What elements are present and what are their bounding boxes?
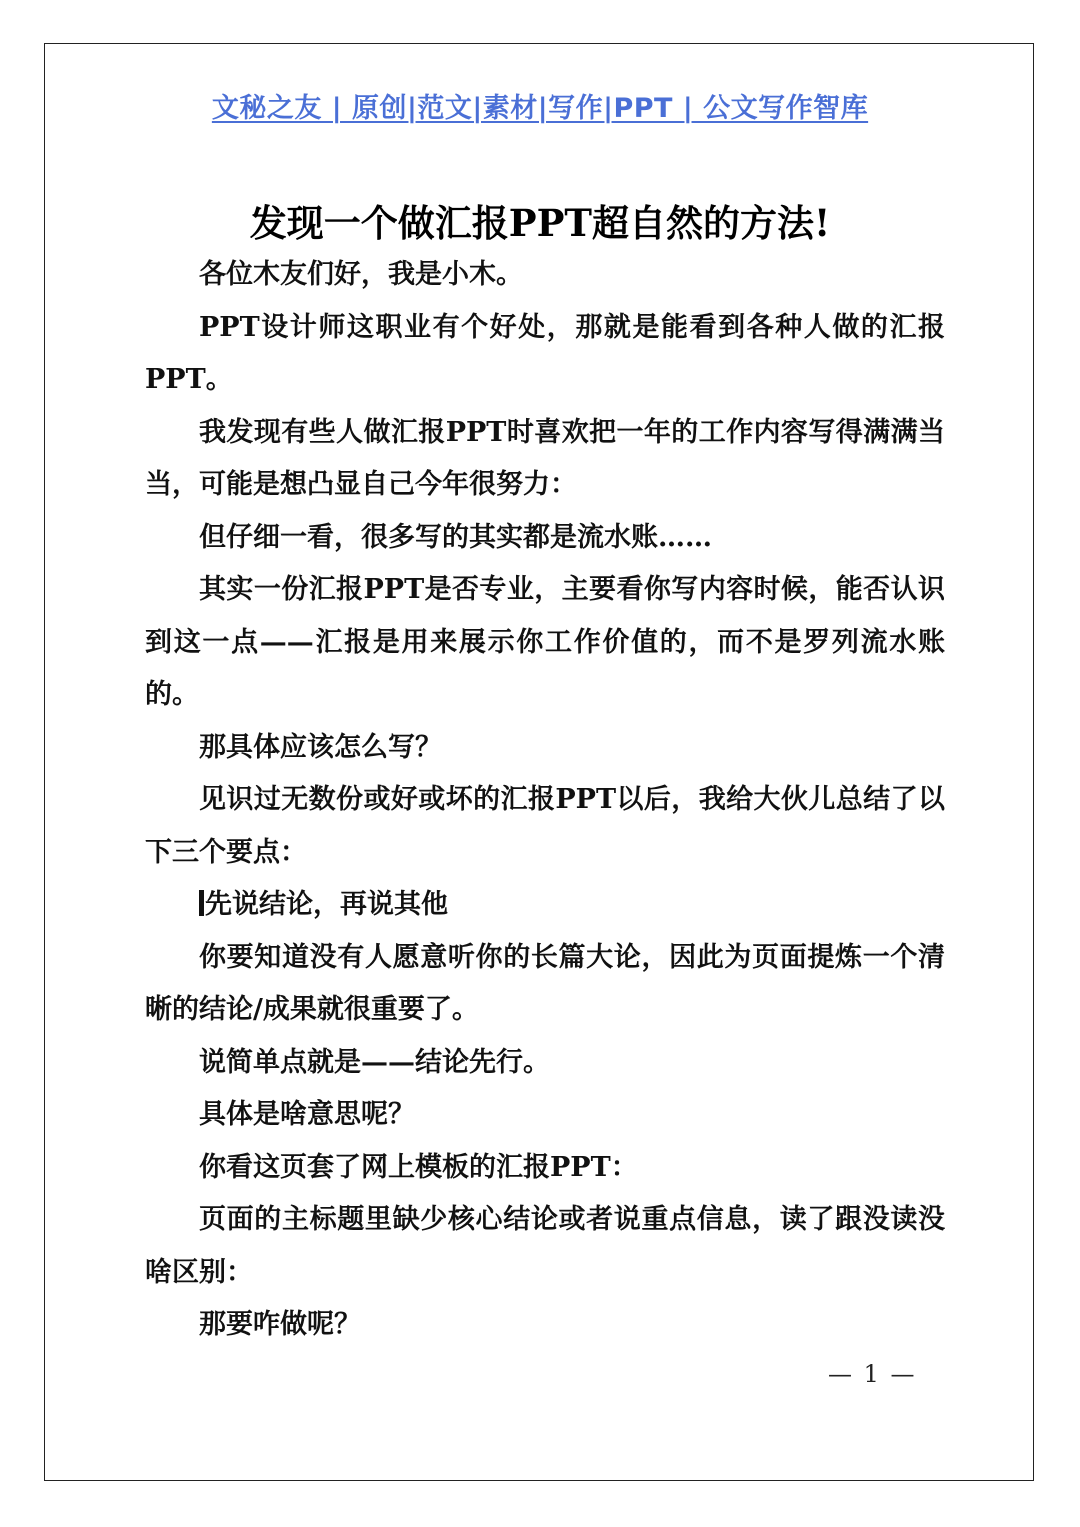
paragraph: 你要知道没有人愿意听你的长篇大论，因此为页面提炼一个清晰的结论/成果就很重要了。 bbox=[145, 941, 945, 1025]
paragraph: PPT设计师这职业有个好处，那就是能看到各种人做的汇报PPT。 bbox=[145, 311, 945, 395]
article-body bbox=[145, 249, 945, 1352]
paragraph: 具体是啥意思呢？ bbox=[199, 1099, 415, 1130]
site-header-text: 文秘之友 | 原创|范文|素材|写作|PPT | 公文写作智库 bbox=[211, 93, 869, 124]
section-heading bbox=[145, 879, 945, 932]
article-title: 发现一个做汇报PPT超自然的方法! bbox=[249, 201, 831, 245]
paragraph: 我发现有些人做汇报PPT时喜欢把一年的工作内容写得满满当当，可能是想凸显自己今年很努力： bbox=[145, 416, 945, 500]
paragraph: 其实一份汇报PPT是否专业，主要看你写内容时候，能否认识到这一点——汇报是用来展示你工作价值的，而不是罗列流水账的。 bbox=[145, 574, 945, 710]
paragraph: 页面的主标题里缺少核心结论或者说重点信息，读了跟没读没啥区别： bbox=[145, 1204, 945, 1288]
paragraph: 那具体应该怎么写？ bbox=[199, 731, 442, 763]
paragraph: 但仔细一看，很多写的其实都是流水账…… bbox=[199, 521, 712, 553]
page-number: — 1 — bbox=[828, 1360, 917, 1388]
paragraph: 你看这页套了网上模板的汇报PPT： bbox=[199, 1151, 638, 1183]
heading-marker-icon bbox=[199, 890, 204, 916]
paragraph: 见识过无数份或好或坏的汇报PPT以后，我给大伙儿总结了以下三个要点： bbox=[145, 784, 945, 868]
paragraph: 说简单点就是——结论先行。 bbox=[199, 1046, 550, 1078]
paragraph: 那要咋做呢？ bbox=[199, 1309, 361, 1340]
paragraph: 各位木友们好，我是小木。 bbox=[199, 259, 523, 290]
site-header bbox=[0, 86, 1080, 125]
section-heading-text: 先说结论，再说其他 bbox=[205, 889, 448, 920]
